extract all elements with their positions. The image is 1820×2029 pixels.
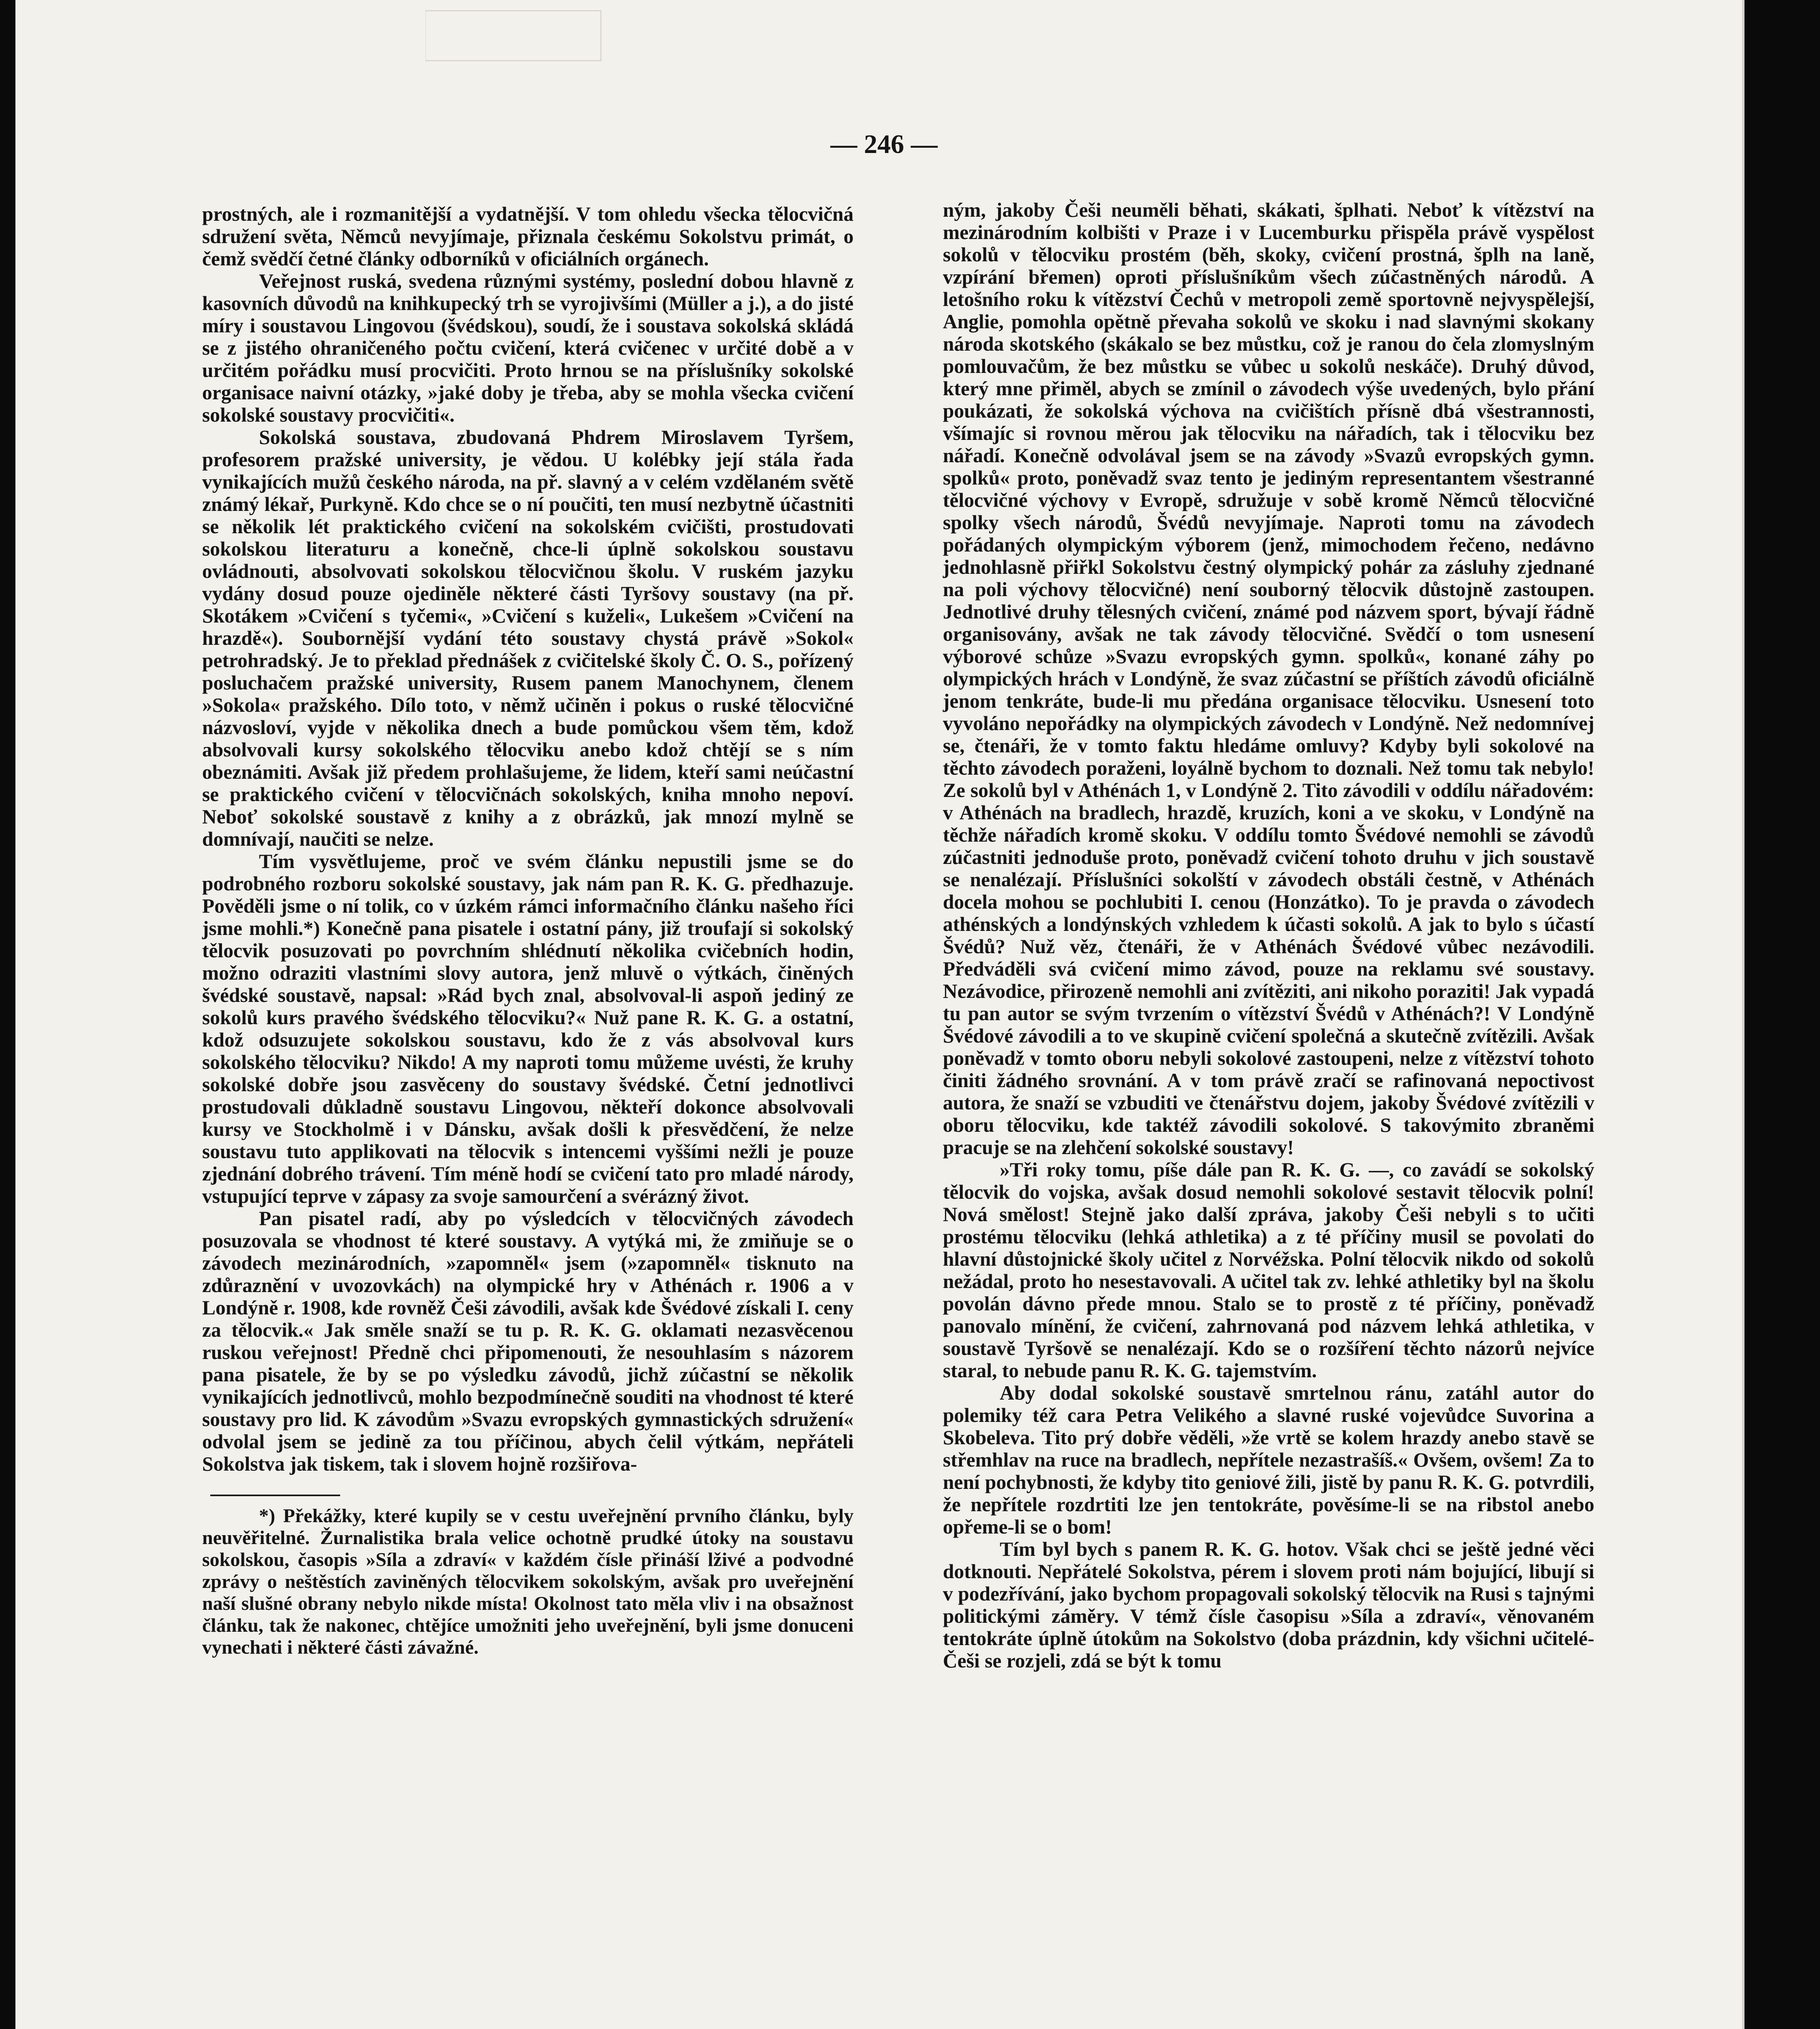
paragraph: Tím vysvětlujeme, proč ve svém článku nepustili jsme se do podrobného rozboru sokolské soustavy, jak nám pan R. K. G. předhazuje. Pověděli jsme o ní tolik, co v úzkém rámci informačního článku našeho říci jsme mohli.*) Konečně pana pisatele i ostatní pány, již troufají si sokolský tělocvik posuzovati po povrchním shlédnutí několika cvičebních hodin, možno odraziti vlastními slovy autora, jenž mluvě o výtkách, činěných švédské soustavě, napsal: »Rád bych znal, absolvoval-li aspoň jediný ze sokolů kurs pravého švédského tělocviku?« Nuž pane R. K. G. a ostatní, kdož odsuzujete sokolskou soustavu, kdo že z vás absolvoval kurs sokolského tělocviku? Nikdo! A my naproti tomu můžeme uvésti, že kruhy sokolské dobře jsou zasvěceny do soustavy švédské. Četní jednotlivci prostudovali důkladně soustavu Lingovou, někteří dokonce absolvovali kursy ve Stockholmě i v Dánsku, avšak došli k přesvědčení, že nelze soustavu tuto applikovati na tělocvik s intencemi vyššími nežli je pouze zjednání dobrého trávení. Tím méně hodí se cvičení tato pro mladé národy, vstupující teprve v zápasy za svoje samourčení a svérázný život.: [202, 850, 854, 1207]
paragraph: Sokolská soustava, zbudovaná Phdrem Miroslavem Tyršem, profesorem pražské university, je vědou. U kolébky její stála řada vynikajících mužů českého národa, na př. slavný a v celém vzdělaném světě známý lékař, Purkyně. Kdo chce se o ní poučiti, ten musí nezbytně účastniti se několik lét praktického cvičení na sokolském cvičišti, prostudovati sokolskou literaturu a konečně, chce-li úplně sokolskou soustavu ovládnouti, absolvovati sokolskou tělocvičnou školu. V ruském jazyku vydány dosud pouze ojediněle některé části Tyršovy soustavy (na př. Skotákem »Cvičení s tyčemi«, »Cvičení s kuželi«, Lukešem »Cvičení na hrazdě«). Soubornější vydání této soustavy chystá právě »Sokol« petrohradský. Je to překlad přednášek z cvičitelské školy Č. O. S., pořízený posluchačem pražské university, Rusem panem Manochynem, členem »Sokola« pražského. Dílo toto, v němž učiněn i pokus o ruské tělocvičné názvosloví, vyjde v několika dnech a bude pomůckou všem těm, kdož absolvovali kursy sokolského tělocviku anebo kdož chtějí se s ním obeznámiti. Avšak již předem prohlašujeme, že lidem, kteří sami neúčastní se praktického cvičení v tělocvičnách sokolských, kniha mnoho nepoví. Neboť sokolské soustavě z knihy a z obrázků, jak mnozí mylně se domnívají, naučiti se nelze.: [202, 426, 854, 850]
right-column: [943, 199, 1594, 1672]
footnote: [202, 1505, 854, 1659]
paragraph: Tím byl bych s panem R. K. G. hotov. Však chci se ještě jedné věci dotknouti. Nepřátelé Sokolstva, pérem i slovem proti nám bojující, libují si v podezřívání, jako bychom propagovali sokolský tělocvik na Rusi s tajnými politickými záměry. V témž čísle časopisu »Síla a zdraví«, věnovaném tentokráte úplně útokům na Sokolstvo (doba prázdnin, kdy všichni učitelé-Češi se rozjeli, zdá se být k tomu: [943, 1538, 1594, 1672]
paragraph: »Tři roky tomu, píše dále pan R. K. G. —, co zavádí se sokolský tělocvik do vojska, avšak dosud nemohli sokolové sestavit tělocvik polní! Nová smělost! Stejně jako další zpráva, jakoby Češi nebyli s to učiti prostému tělocviku (lehká athletika) a z té příčiny musil se povolati do hlavní důstojnické školy učitel z Norvéžska. Polní tělocvik nikdo od sokolů nežádal, proto ho nesestavovali. A učitel tak zv. lehké athletiky byl na školu povolán dávno přede mnou. Stalo se to prostě z té příčiny, poněvadž panovalo mínění, že cvičení, zahrnovaná pod názvem lehká athletika, v soustavě Tyršově se nenalézají. Kdo se o rozšíření těchto názorů nejvíce staral, to nebude panu R. K. G. tajemstvím.: [943, 1159, 1594, 1382]
paragraph: ným, jakoby Češi neuměli běhati, skákati, šplhati. Neboť k vítězství na mezinárodním kolbišti v Praze i v Lucemburku přispěla právě vyspělost sokolů v tělocviku prostém (běh, skoky, cvičení prostná, šplh na laně, vzpírání břemen) oproti příslušníkům všech zúčastněných národů. A letošního roku k vítězství Čechů v metropoli země sportovně nejvyspělejší, Anglie, pomohla opětně převaha sokolů ve skoku i nad slavnými skokany národa skotského (skákalo se bez můstku, což je ranou do čela zlomyslným pomlouvačům, že bez můstku se vůbec u sokolů neskáče). Druhý důvod, který mne přiměl, abych se zmínil o závodech výše uvedených, bylo přání poukázati, že sokolská výchova na cvičištích přísně dbá všestrannosti, všímajíc si rovnou měrou jak tělocviku na nářadích, tak i tělocviku bez nářadí. Konečně odvolával jsem se na závody »Svazů evropských gymn. spolků« proto, poněvadž svaz tento je jediným representantem všestranné tělocvičné výchovy v Evropě, sdružuje v sobě kromě Němců tělocvičné spolky všech národů, Švédů nevyjímaje. Naproti tomu na závodech pořádaných olympickým výborem (jenž, mimochodem řečeno, nedávno jednohlasně přiřkl Sokolstvu čestný olympický pohár za zásluhy zjednané na poli výchovy tělocvičné) není souborný tělocvik důstojně zastoupen. Jednotlivé druhy tělesných cvičení, známé pod názvem sport, bývají řádně organisovány, avšak ne tak závody tělocvičné. Svědčí o tom usnesení výborové schůze »Svazu evropských gymn. spolků«, konané záhy po olympických hrách v Londýně, že svaz zúčastní se příštích závodů oficiálně jenom tenkráte, bude-li mu předána organisace tělocviku. Usnesení toto vyvoláno nepořádky na olympických závodech v Londýně. Než nedomnívej se, čtenáři, že v tomto faktu hledáme omluvy? Kdyby byli sokolové na těchto závodech poraženi, loyálně bychom to doznali. Než tomu tak nebylo! Ze sokolů byl v Athénách 1, v Londýně 2. Tito závodili v oddílu nářadovém: v Athénách na bradlech, hrazdě, kruzích, koni a ve skoku, v Londýně na těchže nářadích kromě skoku. V oddílu tomto Švédové nemohli se závodů zúčastniti jednoduše proto, poněvadž cvičení tohoto druhu v jich soustavě se nenalézají. Příslušníci sokolští v závodech obstáli čestně, v Athénách docela mohou se pochlubiti I. cenou (Honzátko). To je pravda o závodech athénských a londýnských vzhledem k účasti sokolů. A jak to bylo s účastí Švédů? Nuž věz, čtenáři, že v Athénách Švédové vůbec nezávodili. Předváděli svá cvičení mimo závod, pouze na reklamu své soustavy. Nezávodice, přirozeně nemohli ani zvítěziti, ani nikoho poraziti! Jak vypadá tu pan autor se svým tvrzením o vítězství Švédů v Athénách?! V Londýně Švédové závodili a to ve skupině cvičení společná a skutečně zvítězili. Avšak poněvadž v tomto oboru nebyli sokolové zastoupeni, nelze z vítězství tohoto činiti žádného srovnání. A v tom právě zračí se rafinovaná nepoctivost autora, že snaží se vzbuditi ve čtenářstvu dojem, jakoby Švédové zvítězili v oboru tělocviku, kde taktéž závodili sokolové. S takovýmito zbraněmi pracuje se na zlehčení sokolské soustavy!: [943, 199, 1594, 1159]
footnote-text: *) Překážky, které kupily se v cestu uveřejnění prvního článku, byly neuvěřitelné. Žurnalistika brala velice ochotně prudké útoky na soustavu sokolskou, časopis »Síla a zdraví« v každém čísle přináší lživé a podvodné zprávy o neštěstích zaviněných tělocvikem sokolským, avšak pro uveřejnění naší slušné obrany nebylo nikde místa! Okolnost tato měla vliv i na obsažnost článku, tak že nakonec, chtějíce umožniti jeho uveřejnění, byli jsme donuceni vynechati i některé části závažné.: [202, 1505, 854, 1658]
paragraph: Aby dodal sokolské soustavě smrtelnou ránu, zatáhl autor do polemiky též cara Petra Velikého a slavné ruské vojevůdce Suvorina a Skobeleva. Tito prý dobře věděli, »že vrtě se kolem hrazdy anebo stavě se střemhlav na ruce na bradlech, nepřítele nezastrašíš.« Ovšem, ovšem! Za to není pochybnosti, že kdyby tito geniové žili, jistě by panu R. K. G. potvrdili, že nepřítele rozdrtiti lze jen tentokráte, pověsíme-li se na ribstol anebo opřeme-li se o bom!: [943, 1382, 1594, 1538]
left-column: [202, 203, 854, 1659]
page-number: — 246 —: [830, 129, 938, 159]
paragraph: prostných, ale i rozmanitější a vydatnější. V tom ohledu všecka tělocvičná sdružení světa, Němců nevyjímaje, přiznala českému Sokolstvu primát, o čemž svědčí četné články odborníků v oficiálních orgánech.: [202, 203, 854, 270]
paragraph: Veřejnost ruská, svedena různými systémy, poslední dobou hlavně z kasovních důvodů na knihkupecký trh se vyrojivšími (Müller a j.), a do jisté míry i soustavou Lingovou (švédskou), soudí, že i soustava sokolská skládá se z jistého ohraničeného počtu cvičení, která cvičenec v určité době a v určitém pořádku musí procvičiti. Proto hrnou se na příslušníky sokolské organisace naivní otázky, »jaké doby je třeba, aby se mohla všecka cvičení sokolské soustavy procvičiti«.: [202, 270, 854, 426]
paragraph: Pan pisatel radí, aby po výsledcích v tělocvičných závodech posuzovala se vhodnost té které soustavy. A vytýká mi, že zmiňuje se o závodech mezinárodních, »zapomněl« jsem (»zapomněl« tisknuto na zdůraznění v uvozovkách) na olympické hry v Athénách r. 1906 a v Londýně r. 1908, kde rovněž Češi závodili, avšak kde Švédové získali I. ceny za tělocvik.« Jak směle snaží se tu p. R. K. G. oklamati nezasvěcenou ruskou veřejnost! Předně chci připomenouti, že nesouhlasím s názorem pana pisatele, že by se po výsledku závodů, jichž zúčastní se několik vynikajících jednotlivců, mohlo bezpodmínečně souditi na vhodnost té které soustavy pro lid. K závodům »Svazu evropských gymnastických sdružení« odvolal jsem se jedině za tou příčinou, abych čelil výtkám, nepřáteli Sokolstva jak tiskem, tak i slovem hojně rozšiřova-: [202, 1207, 854, 1475]
page-edge: [1742, 0, 1745, 2029]
scan-artifact: [425, 10, 602, 61]
page: [15, 0, 1745, 2029]
footnote-divider: [210, 1495, 340, 1496]
